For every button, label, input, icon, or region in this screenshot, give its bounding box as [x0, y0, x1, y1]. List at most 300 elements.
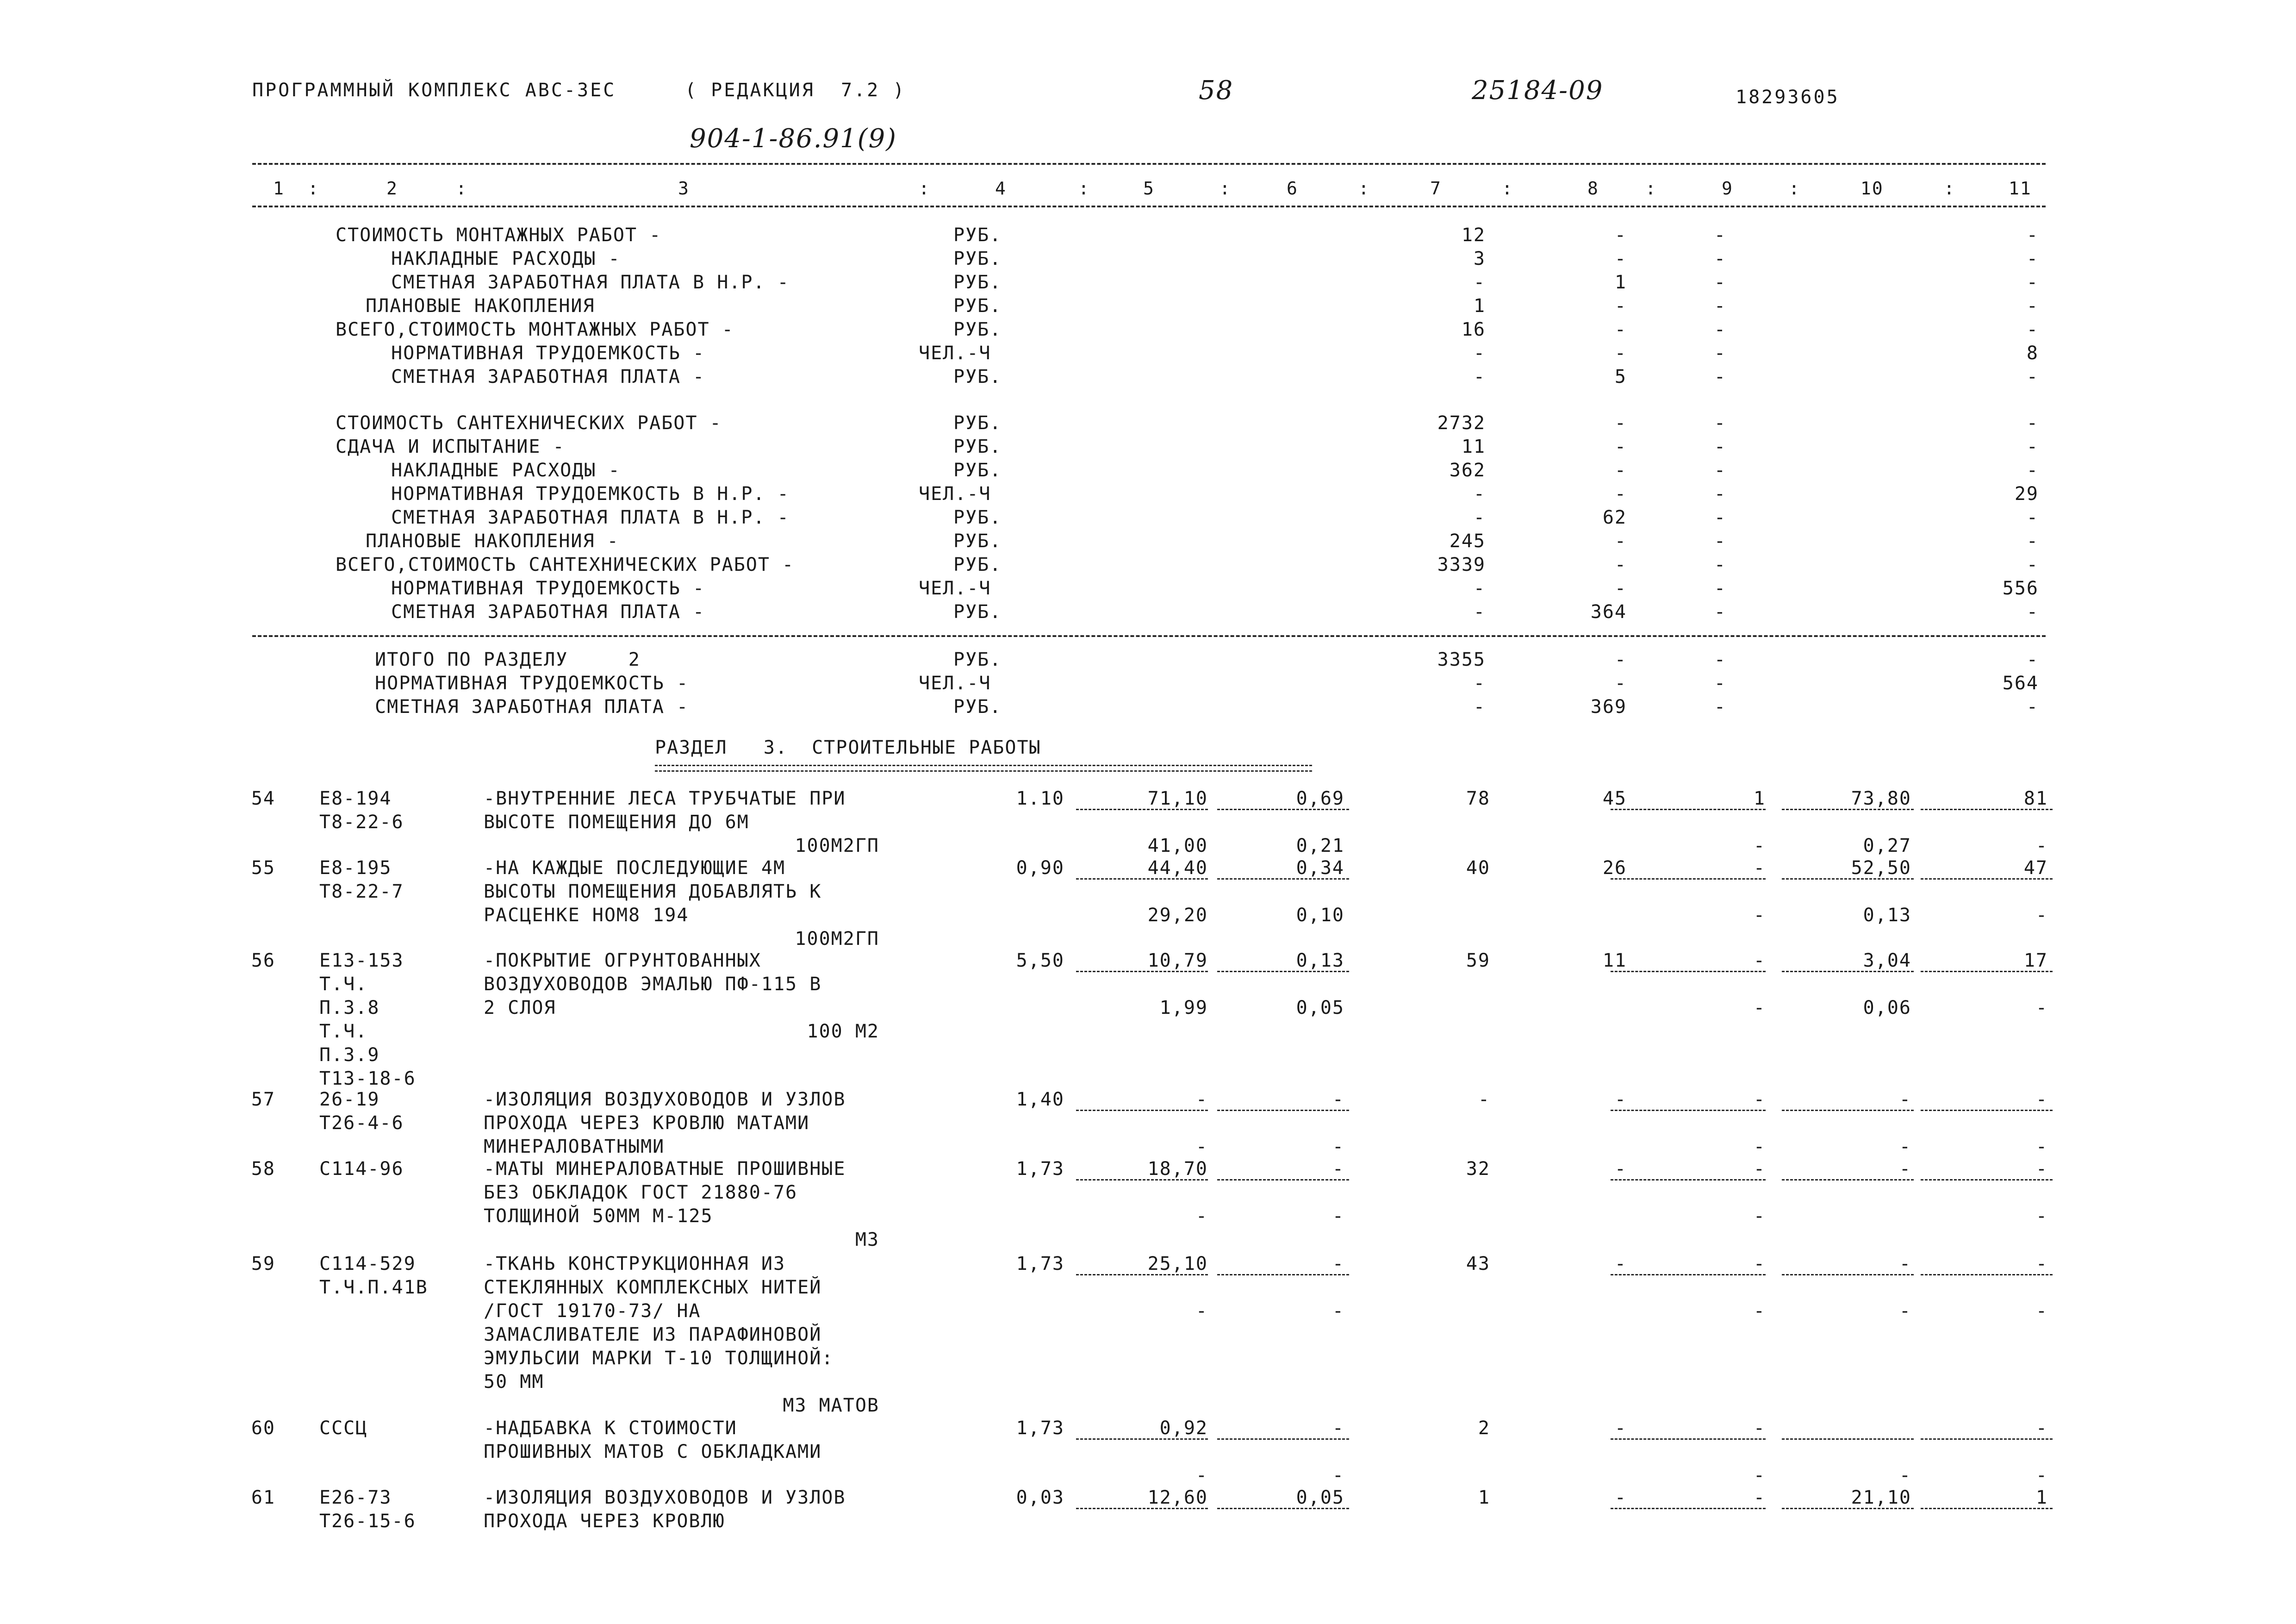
item-col5-secondary: 1,99	[1159, 997, 1208, 1018]
header-rule-top	[252, 163, 2046, 165]
item-col9: -	[1753, 1253, 1766, 1274]
item-code: П.3.8	[319, 997, 380, 1018]
column-header-7: 7	[1430, 178, 1442, 199]
value-rule	[1782, 1438, 1914, 1440]
item-description: -НАДБАВКА К СТОИМОСТИ	[484, 1418, 737, 1439]
summary-col7: -	[1473, 578, 1486, 599]
summary-unit: РУБ.	[953, 248, 1002, 269]
summary-col9: -	[1714, 272, 1726, 293]
item-col9-secondary: -	[1753, 1206, 1766, 1227]
item-col11-secondary: -	[2035, 1465, 2048, 1486]
summary-label: СМЕТНАЯ ЗАРАБОТНАЯ ПЛАТА -	[391, 366, 705, 387]
item-quantity: 0,03	[1016, 1487, 1064, 1508]
item-col11-secondary: -	[2035, 1206, 2048, 1227]
value-rule	[1611, 1508, 1766, 1509]
summary-col9: -	[1714, 696, 1726, 718]
summary-col8: -	[1614, 295, 1627, 317]
value-rule	[1921, 878, 2053, 880]
item-code: 26-19	[319, 1089, 380, 1110]
column-separator: :	[1789, 178, 1800, 199]
summary-col7: -	[1473, 366, 1486, 387]
value-rule	[1217, 1110, 1349, 1111]
item-col10: 52,50	[1851, 857, 1911, 879]
item-col5-secondary: 41,00	[1147, 835, 1208, 856]
item-col6: -	[1332, 1253, 1344, 1274]
value-rule	[1076, 1179, 1208, 1181]
summary-unit: РУБ.	[953, 412, 1002, 434]
item-col5: -	[1195, 1089, 1208, 1110]
item-col9: 1	[1753, 788, 1766, 809]
page-number: 58	[1199, 75, 1234, 106]
item-description: МИНЕРАЛОВАТНЫМИ	[484, 1136, 665, 1157]
item-col6-secondary: -	[1332, 1206, 1344, 1227]
item-col9-secondary: -	[1753, 835, 1766, 856]
summary-label: СМЕТНАЯ ЗАРАБОТНАЯ ПЛАТА -	[391, 601, 705, 623]
summary-unit: РУБ.	[953, 295, 1002, 317]
item-col6-secondary: 0,05	[1296, 997, 1344, 1018]
item-col11-secondary: -	[2035, 997, 2048, 1018]
item-col10-secondary: 0,13	[1863, 905, 1911, 926]
summary-col8: -	[1614, 483, 1627, 505]
summary-col8: -	[1614, 460, 1627, 481]
summary-label: СТОИМОСТЬ САНТЕХНИЧЕСКИХ РАБОТ -	[336, 412, 722, 434]
summary-col8: -	[1614, 436, 1627, 457]
item-col11: 47	[2023, 857, 2048, 879]
summary-col7: 12	[1461, 225, 1486, 246]
summary-label: НОРМАТИВНАЯ ТРУДОЕМКОСТЬ -	[391, 578, 705, 599]
summary-label: НОРМАТИВНАЯ ТРУДОЕМКОСТЬ -	[375, 673, 689, 694]
item-description: ВЫСОТЕ ПОМЕЩЕНИЯ ДО 6М	[484, 812, 749, 833]
item-col6-secondary: 0,21	[1296, 835, 1344, 856]
item-unit: 100М2ГП	[795, 835, 879, 856]
summary-col7: -	[1473, 601, 1486, 623]
item-code: Т13-18-6	[319, 1068, 416, 1089]
item-description: -ПОКРЫТИЕ ОГРУНТОВАННЫХ	[484, 950, 761, 971]
value-rule	[1076, 878, 1208, 880]
item-col9-secondary: -	[1753, 905, 1766, 926]
column-separator: :	[1220, 178, 1231, 199]
item-description: ЭМУЛЬСИИ МАРКИ Т-10 ТОЛЩИНОЙ:	[484, 1348, 834, 1369]
item-col8: -	[1614, 1487, 1627, 1508]
column-separator: :	[1358, 178, 1370, 199]
column-header-6: 6	[1287, 178, 1298, 199]
value-rule	[1217, 1179, 1349, 1181]
item-col6-secondary: 0,10	[1296, 905, 1344, 926]
item-col8: -	[1614, 1253, 1627, 1274]
value-rule	[1217, 878, 1349, 880]
item-col9-secondary: -	[1753, 997, 1766, 1018]
column-header-4: 4	[995, 178, 1007, 199]
summary-col7: -	[1473, 343, 1486, 364]
value-rule	[1921, 809, 2053, 810]
item-quantity: 1,73	[1016, 1253, 1064, 1274]
item-description: ЗАМАСЛИВАТЕЛЕ ИЗ ПАРАФИНОВОЙ	[484, 1324, 822, 1345]
summary-label: СМЕТНАЯ ЗАРАБОТНАЯ ПЛАТА В Н.Р. -	[391, 272, 790, 293]
item-description: -ВНУТРЕННИЕ ЛЕСА ТРУБЧАТЫЕ ПРИ	[484, 788, 846, 809]
item-col6: -	[1332, 1418, 1344, 1439]
item-quantity: 1,73	[1016, 1158, 1064, 1180]
value-rule	[1076, 1110, 1208, 1111]
item-col10: -	[1899, 1158, 1911, 1180]
summary-unit: ЧЕЛ.-Ч	[919, 343, 991, 364]
item-col6-secondary: -	[1332, 1465, 1344, 1486]
summary-col9: -	[1714, 673, 1726, 694]
item-code: Т.Ч.П.41В	[319, 1277, 428, 1298]
summary-unit: ЧЕЛ.-Ч	[919, 673, 991, 694]
column-separator: :	[1645, 178, 1657, 199]
summary-unit: РУБ.	[953, 649, 1002, 670]
summary-col8: 5	[1614, 366, 1627, 387]
item-code: Т8-22-6	[319, 812, 404, 833]
item-description: ТОЛЩИНОЙ 50ММ М-125	[484, 1206, 713, 1227]
value-rule	[1921, 1438, 2053, 1440]
project-code: 904-1-86.91(9)	[690, 124, 897, 154]
section-title: РАЗДЕЛ 3. СТРОИТЕЛЬНЫЕ РАБОТЫ	[655, 737, 1041, 758]
item-col7: -	[1478, 1089, 1490, 1110]
summary-unit: ЧЕЛ.-Ч	[919, 483, 991, 505]
value-rule	[1076, 809, 1208, 810]
item-description: СТЕКЛЯННЫХ КОМПЛЕКСНЫХ НИТЕЙ	[484, 1277, 822, 1298]
item-number: 57	[251, 1089, 275, 1110]
item-col8: 11	[1602, 950, 1627, 971]
summary-col9: -	[1714, 319, 1726, 340]
item-col11: 1	[2035, 1487, 2048, 1508]
item-col8: -	[1614, 1089, 1627, 1110]
summary-col11: -	[2026, 295, 2039, 317]
value-rule	[1611, 809, 1766, 810]
totals-separator	[252, 635, 2046, 637]
item-code: Т.Ч.	[319, 974, 368, 995]
item-col6: 0,69	[1296, 788, 1344, 809]
item-description: -ИЗОЛЯЦИЯ ВОЗДУХОВОДОВ И УЗЛОВ	[484, 1487, 846, 1508]
summary-col7: 1	[1473, 295, 1486, 317]
value-rule	[1782, 1274, 1914, 1275]
item-description: 50 ММ	[484, 1371, 544, 1393]
summary-col9: -	[1714, 343, 1726, 364]
section-title-underline	[655, 765, 1312, 772]
summary-col11: -	[2026, 554, 2039, 575]
summary-col9: -	[1714, 225, 1726, 246]
column-header-1: 1	[273, 178, 285, 199]
summary-col9: -	[1714, 295, 1726, 317]
summary-col8: -	[1614, 649, 1627, 670]
summary-unit: РУБ.	[953, 507, 1002, 528]
value-rule	[1611, 1110, 1766, 1111]
summary-unit: РУБ.	[953, 225, 1002, 246]
item-col8: 45	[1602, 788, 1627, 809]
summary-unit: РУБ.	[953, 436, 1002, 457]
value-rule	[1611, 971, 1766, 972]
summary-col7: 11	[1461, 436, 1486, 457]
item-col7: 32	[1466, 1158, 1490, 1180]
summary-col7: 362	[1449, 460, 1486, 481]
item-number: 56	[251, 950, 275, 971]
summary-label: ВСЕГО,СТОИМОСТЬ САНТЕХНИЧЕСКИХ РАБОТ -	[336, 554, 795, 575]
column-separator: :	[308, 178, 319, 199]
summary-unit: РУБ.	[953, 696, 1002, 718]
summary-col8: -	[1614, 531, 1627, 552]
item-description: РАСЦЕНКЕ НОМ8 194	[484, 905, 689, 926]
item-col5: 0,92	[1159, 1418, 1208, 1439]
item-description: -ТКАНЬ КОНСТРУКЦИОННАЯ ИЗ	[484, 1253, 786, 1274]
item-code: Т8-22-7	[319, 881, 404, 902]
summary-col7: -	[1473, 673, 1486, 694]
summary-col11: 556	[2002, 578, 2039, 599]
value-rule	[1217, 1438, 1349, 1440]
summary-unit: ЧЕЛ.-Ч	[919, 578, 991, 599]
item-description: -НА КАЖДЫЕ ПОСЛЕДУЮЩИЕ 4М	[484, 857, 786, 879]
column-header-8: 8	[1587, 178, 1599, 199]
column-separator: :	[1502, 178, 1513, 199]
summary-col11: -	[2026, 225, 2039, 246]
summary-col9: -	[1714, 531, 1726, 552]
summary-col7: 245	[1449, 531, 1486, 552]
summary-col8: -	[1614, 248, 1627, 269]
summary-col7: 3	[1473, 248, 1486, 269]
item-col9-secondary: -	[1753, 1136, 1766, 1157]
item-col9: -	[1753, 1418, 1766, 1439]
summary-col11: -	[2026, 366, 2039, 387]
item-number: 60	[251, 1418, 275, 1439]
item-col5: 12,60	[1147, 1487, 1208, 1508]
value-rule	[1611, 1438, 1766, 1440]
item-quantity: 1.10	[1016, 788, 1064, 809]
item-col7: 40	[1466, 857, 1490, 879]
value-rule	[1921, 1508, 2053, 1509]
summary-col8: -	[1614, 319, 1627, 340]
edition-label: ( РЕДАКЦИЯ 7.2 )	[685, 80, 906, 101]
item-number: 59	[251, 1253, 275, 1274]
value-rule	[1782, 878, 1914, 880]
item-col9-secondary: -	[1753, 1465, 1766, 1486]
item-col5: 18,70	[1147, 1158, 1208, 1180]
column-separator: :	[919, 178, 930, 199]
summary-col8: -	[1614, 412, 1627, 434]
column-header-10: 10	[1860, 178, 1884, 199]
value-rule	[1782, 1179, 1914, 1181]
summary-col7: 2732	[1437, 412, 1486, 434]
item-col11-secondary: -	[2035, 905, 2048, 926]
summary-col11: 8	[2026, 343, 2039, 364]
summary-col8: 369	[1590, 696, 1627, 718]
item-col6-secondary: -	[1332, 1300, 1344, 1322]
summary-label: ПЛАНОВЫЕ НАКОПЛЕНИЯ -	[366, 531, 619, 552]
item-col9: -	[1753, 857, 1766, 879]
summary-col9: -	[1714, 412, 1726, 434]
value-rule	[1217, 1274, 1349, 1275]
item-description: -МАТЫ МИНЕРАЛОВАТНЫЕ ПРОШИВНЫЕ	[484, 1158, 846, 1180]
summary-col11: 29	[2014, 483, 2039, 505]
value-rule	[1217, 971, 1349, 972]
item-code: Е13-153	[319, 950, 404, 971]
summary-col11: -	[2026, 649, 2039, 670]
item-unit: 100 М2	[807, 1021, 879, 1042]
summary-col7: 3355	[1437, 649, 1486, 670]
summary-col11: -	[2026, 436, 2039, 457]
column-header-5: 5	[1143, 178, 1155, 199]
column-header-3: 3	[678, 178, 690, 199]
item-code: Т.Ч.	[319, 1021, 368, 1042]
item-col7: 43	[1466, 1253, 1490, 1274]
value-rule	[1611, 878, 1766, 880]
item-code: С114-529	[319, 1253, 416, 1274]
summary-label: ВСЕГО,СТОИМОСТЬ МОНТАЖНЫХ РАБОТ -	[336, 319, 734, 340]
item-code: Е8-194	[319, 788, 392, 809]
value-rule	[1076, 1508, 1208, 1509]
value-rule	[1076, 1274, 1208, 1275]
item-col9-secondary: -	[1753, 1300, 1766, 1322]
item-col11-secondary: -	[2035, 1300, 2048, 1322]
value-rule	[1611, 1179, 1766, 1181]
item-col5: 25,10	[1147, 1253, 1208, 1274]
item-col11: -	[2035, 1089, 2048, 1110]
item-description: ВЫСОТЫ ПОМЕЩЕНИЯ ДОБАВЛЯТЬ К	[484, 881, 822, 902]
item-col10: -	[1899, 1089, 1911, 1110]
item-col8: 26	[1602, 857, 1627, 879]
summary-col7: -	[1473, 696, 1486, 718]
summary-label: СМЕТНАЯ ЗАРАБОТНАЯ ПЛАТА В Н.Р. -	[391, 507, 790, 528]
summary-col11: 564	[2002, 673, 2039, 694]
column-header-2: 2	[386, 178, 398, 199]
item-number: 54	[251, 788, 275, 809]
item-col6: 0,05	[1296, 1487, 1344, 1508]
item-code: СССЦ	[319, 1418, 368, 1439]
item-description: 2 СЛОЯ	[484, 997, 556, 1018]
summary-col11: -	[2026, 412, 2039, 434]
summary-label: НАКЛАДНЫЕ РАСХОДЫ -	[391, 248, 621, 269]
value-rule	[1076, 971, 1208, 972]
item-number: 61	[251, 1487, 275, 1508]
item-code: Т26-15-6	[319, 1511, 416, 1532]
header-rule-bottom	[252, 206, 2046, 207]
item-col5-secondary: -	[1195, 1465, 1208, 1486]
value-rule	[1921, 1179, 2053, 1181]
item-col5: 10,79	[1147, 950, 1208, 971]
item-col8: -	[1614, 1418, 1627, 1439]
item-quantity: 1,73	[1016, 1418, 1064, 1439]
summary-col9: -	[1714, 460, 1726, 481]
item-col11: 81	[2023, 788, 2048, 809]
item-unit: М3	[855, 1229, 879, 1250]
summary-col11: -	[2026, 696, 2039, 718]
item-number: 55	[251, 857, 275, 879]
item-col5-secondary: -	[1195, 1300, 1208, 1322]
value-rule	[1782, 971, 1914, 972]
item-col5: 71,10	[1147, 788, 1208, 809]
item-col11: -	[2035, 1253, 2048, 1274]
item-col10-secondary: -	[1899, 1465, 1911, 1486]
column-separator: :	[1078, 178, 1090, 199]
summary-col7: -	[1473, 483, 1486, 505]
summary-unit: РУБ.	[953, 366, 1002, 387]
summary-col8: 364	[1590, 601, 1627, 623]
summary-col8: 62	[1602, 507, 1627, 528]
summary-label: ИТОГО ПО РАЗДЕЛУ 2	[375, 649, 641, 670]
summary-col9: -	[1714, 649, 1726, 670]
value-rule	[1076, 1438, 1208, 1440]
item-col6: 0,34	[1296, 857, 1344, 879]
item-description: БЕЗ ОБКЛАДОК ГОСТ 21880-76	[484, 1182, 798, 1203]
item-col6: -	[1332, 1089, 1344, 1110]
summary-col7: -	[1473, 507, 1486, 528]
summary-col11: -	[2026, 272, 2039, 293]
item-col5-secondary: 29,20	[1147, 905, 1208, 926]
item-col9: -	[1753, 1487, 1766, 1508]
item-col11: 17	[2023, 950, 2048, 971]
summary-col9: -	[1714, 483, 1726, 505]
value-rule	[1921, 971, 2053, 972]
column-separator: :	[1944, 178, 1955, 199]
item-quantity: 5,50	[1016, 950, 1064, 971]
summary-label: НОРМАТИВНАЯ ТРУДОЕМКОСТЬ -	[391, 343, 705, 364]
item-col10: 73,80	[1851, 788, 1911, 809]
item-unit: 100М2ГП	[795, 928, 879, 949]
item-col9: -	[1753, 1089, 1766, 1110]
summary-col9: -	[1714, 578, 1726, 599]
column-header-11: 11	[2009, 178, 2032, 199]
summary-col8: 1	[1614, 272, 1627, 293]
summary-col9: -	[1714, 366, 1726, 387]
item-col10-secondary: -	[1899, 1300, 1911, 1322]
summary-col11: -	[2026, 507, 2039, 528]
document-id: 18293605	[1736, 87, 1840, 108]
item-quantity: 0,90	[1016, 857, 1064, 879]
summary-col11: -	[2026, 601, 2039, 623]
item-code: П.3.9	[319, 1044, 380, 1066]
item-col10-secondary: -	[1899, 1136, 1911, 1157]
summary-col8: -	[1614, 554, 1627, 575]
column-separator: :	[456, 178, 467, 199]
item-col6: 0,13	[1296, 950, 1344, 971]
summary-unit: РУБ.	[953, 531, 1002, 552]
item-col6-secondary: -	[1332, 1136, 1344, 1157]
summary-col11: -	[2026, 319, 2039, 340]
item-quantity: 1,40	[1016, 1089, 1064, 1110]
item-col11-secondary: -	[2035, 835, 2048, 856]
summary-label: СМЕТНАЯ ЗАРАБОТНАЯ ПЛАТА -	[375, 696, 689, 718]
summary-col11: -	[2026, 531, 2039, 552]
item-col10: 21,10	[1851, 1487, 1911, 1508]
summary-unit: РУБ.	[953, 319, 1002, 340]
value-rule	[1921, 1274, 2053, 1275]
item-col10-secondary: 0,27	[1863, 835, 1911, 856]
item-description: ПРОХОДА ЧЕРЕЗ КРОВЛЮ	[484, 1511, 725, 1532]
item-col7: 1	[1478, 1487, 1490, 1508]
summary-col7: 3339	[1437, 554, 1486, 575]
item-col5: 44,40	[1147, 857, 1208, 879]
value-rule	[1782, 1508, 1914, 1509]
summary-label: СДАЧА И ИСПЫТАНИЕ -	[336, 436, 565, 457]
summary-unit: РУБ.	[953, 272, 1002, 293]
item-col11: -	[2035, 1158, 2048, 1180]
summary-col11: -	[2026, 460, 2039, 481]
item-col7: 59	[1466, 950, 1490, 971]
item-col11: -	[2035, 1418, 2048, 1439]
item-description: -ИЗОЛЯЦИЯ ВОЗДУХОВОДОВ И УЗЛОВ	[484, 1089, 846, 1110]
summary-label: НОРМАТИВНАЯ ТРУДОЕМКОСТЬ В Н.Р. -	[391, 483, 790, 505]
value-rule	[1782, 1110, 1914, 1111]
item-col10-secondary: 0,06	[1863, 997, 1911, 1018]
summary-col8: -	[1614, 225, 1627, 246]
summary-label: ПЛАНОВЫЕ НАКОПЛЕНИЯ	[366, 295, 595, 317]
document-code: 25184-09	[1472, 75, 1604, 106]
item-col6: -	[1332, 1158, 1344, 1180]
summary-unit: РУБ.	[953, 460, 1002, 481]
value-rule	[1921, 1110, 2053, 1111]
item-code: Е8-195	[319, 857, 392, 879]
item-col11-secondary: -	[2035, 1136, 2048, 1157]
item-col10: 3,04	[1863, 950, 1911, 971]
